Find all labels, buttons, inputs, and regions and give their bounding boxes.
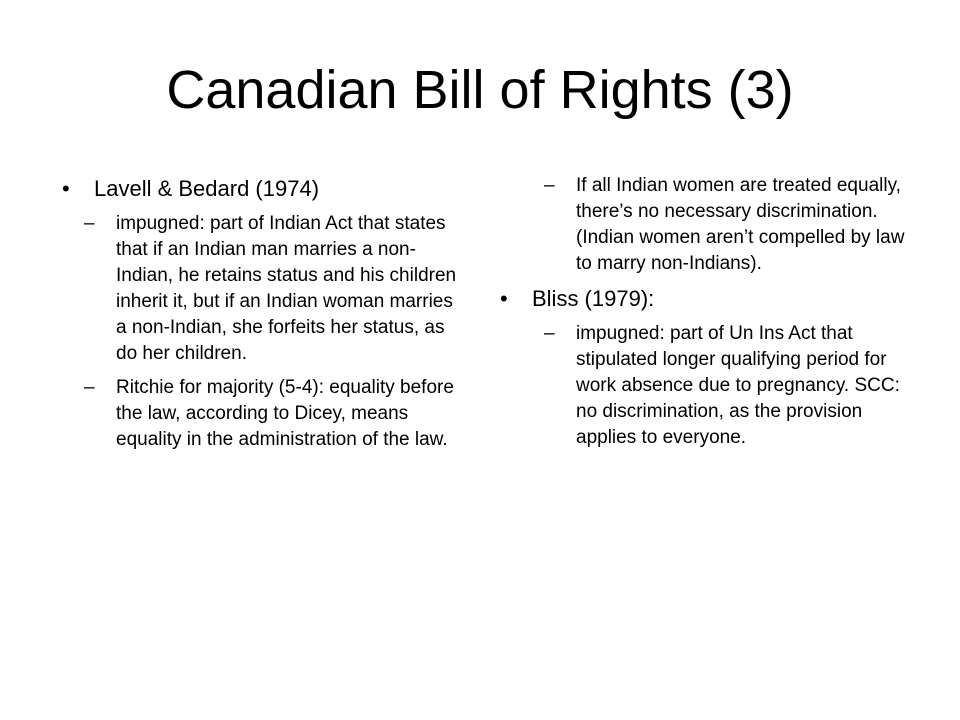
sub-point-ritchie-majority bbox=[62, 375, 462, 453]
slide-title: Canadian Bill of Rights (3) bbox=[166, 60, 794, 120]
bullet-lavell-bedard bbox=[62, 175, 462, 203]
bullet-bliss bbox=[500, 285, 920, 313]
sub-point-text: impugned: part of Un Ins Act that stipulated longer qualifying period for work absence due to pregnancy. SCC: no discrimination, as the provision applies to everyone. bbox=[576, 323, 900, 448]
sub-point-continued bbox=[500, 173, 920, 277]
dash-mark: – bbox=[544, 323, 555, 344]
bullet-mark: • bbox=[62, 176, 70, 201]
bullet-text: Lavell & Bedard (1974) bbox=[94, 176, 320, 201]
sub-point-text: impugned: part of Indian Act that states that if an Indian man marries a non-Indian, he retains status and his children inherit it, but if an Indian woman marries a non-Indian, she forfeits her status, as do her children. bbox=[116, 213, 457, 364]
sub-point-impugned-un-ins-act bbox=[500, 321, 920, 451]
sub-point-impugned-indian-act bbox=[62, 211, 462, 367]
left-column bbox=[62, 175, 462, 461]
right-column bbox=[500, 173, 920, 459]
dash-mark: – bbox=[84, 213, 95, 234]
bullet-text: Bliss (1979): bbox=[532, 286, 655, 311]
dash-mark: – bbox=[84, 377, 95, 398]
dash-mark: – bbox=[544, 175, 555, 196]
sub-point-text: Ritchie for majority (5-4): equality before the law, according to Dicey, means equality in the administration of the law. bbox=[116, 377, 454, 450]
bullet-mark: • bbox=[500, 286, 508, 311]
sub-point-text: If all Indian women are treated equally, there’s no necessary discrimination. (Indian women aren’t compelled by law to marry non-Indians). bbox=[576, 175, 905, 274]
